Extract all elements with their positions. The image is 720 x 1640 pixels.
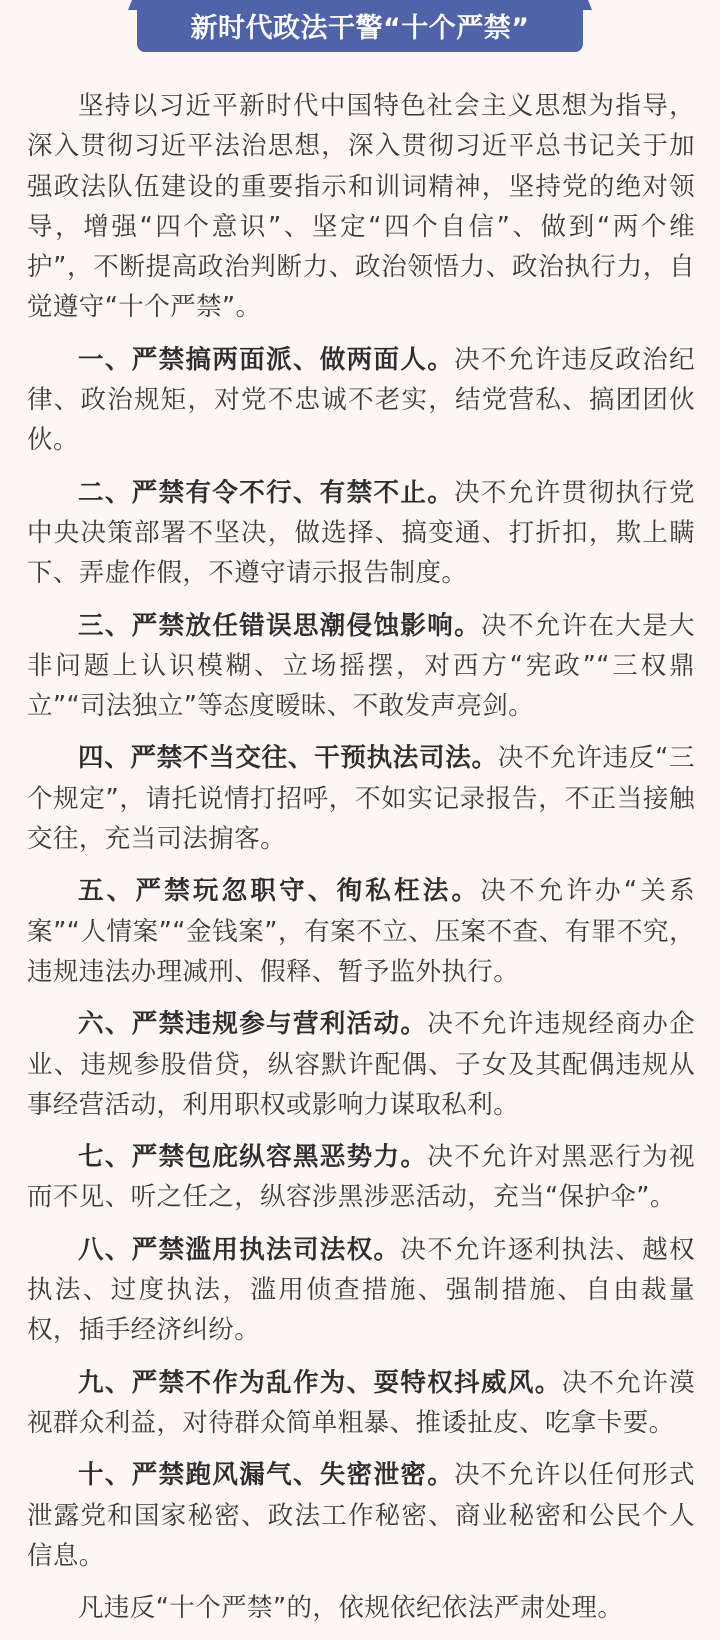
rule-item-7 [27,1137,695,1218]
document-body [27,86,695,1640]
intro-paragraph: 坚持以习近平新时代中国特色社会主义思想为指导，深入贯彻习近平法治思想，深入贯彻习近平总书记关于加强政法队伍建设的重要指示和训词精神，坚持党的绝对领导，增强“四个意识”、坚定“四个自信”、做到“两个维护”，不断提高政治判断力、政治领悟力、政治执行力，自觉遵守“十个严禁”。 [27,91,695,323]
rule-heading: 七、严禁包庇纵容黑恶势力。 [78,1142,428,1173]
rule-heading: 十、严禁跑风漏气、失密泄密。 [78,1460,455,1491]
title-banner [128,0,592,54]
rule-item-2 [27,473,695,594]
rule-text: 决不允许在大是大非问题上认识模糊、立场摇摆，对西方“宪政”“三权鼎立”“司法独立”等态度暧昧、不敢发声亮剑。 [27,610,695,722]
rule-heading: 六、严禁违规参与营利活动。 [78,1009,428,1040]
rule-item-3 [27,606,695,727]
rule-heading: 四、严禁不当交往、干预执法司法。 [78,743,498,774]
rule-heading: 三、严禁放任错误思潮侵蚀影响。 [78,610,482,641]
rule-heading: 八、严禁滥用执法司法权。 [78,1234,401,1265]
rule-item-8 [27,1230,695,1351]
rule-heading: 九、严禁不作为乱作为、耍特权抖威风。 [78,1367,562,1398]
rule-text: 决不允许以任何形式泄露党和国家秘密、政法工作秘密、商业秘密和公民个人信息。 [27,1460,695,1571]
rule-heading: 一、严禁搞两面派、做两面人。 [78,344,455,375]
rule-item-5 [27,871,695,992]
rule-text: 决不允许贯彻执行党中央决策部署不坚决，做选择、搞变通、打折扣，欺上瞒下、弄虚作假，不遵守请示报告制度。 [27,477,695,589]
rule-heading: 五、严禁玩忽职守、徇私枉法。 [78,876,481,907]
rule-item-6 [27,1004,695,1125]
closing-paragraph: 凡违反“十个严禁”的，依规依纪依法严肃处理。 [78,1593,624,1624]
banner-body [137,0,583,52]
page-title: 新时代政法干警“十个严禁” [190,12,530,44]
rule-text: 决不允许逐利执法、越权执法、过度执法，滥用侦查措施、强制措施、自由裁量权，插手经济纠纷。 [27,1234,695,1346]
rule-item-4 [27,738,695,859]
rule-text: 决不允许违反“三个规定”，请托说情打招呼，不如实记录报告，不正当接触交往，充当司法掮客。 [27,743,695,855]
rule-text: 决不允许漠视群众利益，对待群众简单粗暴、推诿扯皮、吃拿卡要。 [27,1367,695,1438]
rule-text: 决不允许办“关系案”“人情案”“金钱案”，有案不立、压案不查、有罪不究，违规违法办理减刑、假释、暂予监外执行。 [27,876,695,987]
rule-item-9 [27,1363,695,1444]
rule-text: 决不允许违反政治纪律、政治规矩，对党不忠诚不老实，结党营私、搞团团伙伙。 [27,344,695,456]
rule-text: 决不允许对黑恶行为视而不见、听之任之，纵容涉黑涉恶活动，充当“保护伞”。 [27,1142,695,1213]
rule-text: 决不允许违规经商办企业、违规参股借贷，纵容默许配偶、子女及其配偶违规从事经营活动，利用职权或影响力谋取私利。 [27,1009,695,1120]
rule-heading: 二、严禁有令不行、有禁不止。 [78,477,455,508]
rule-item-10 [27,1455,695,1576]
rule-item-1 [27,340,695,461]
